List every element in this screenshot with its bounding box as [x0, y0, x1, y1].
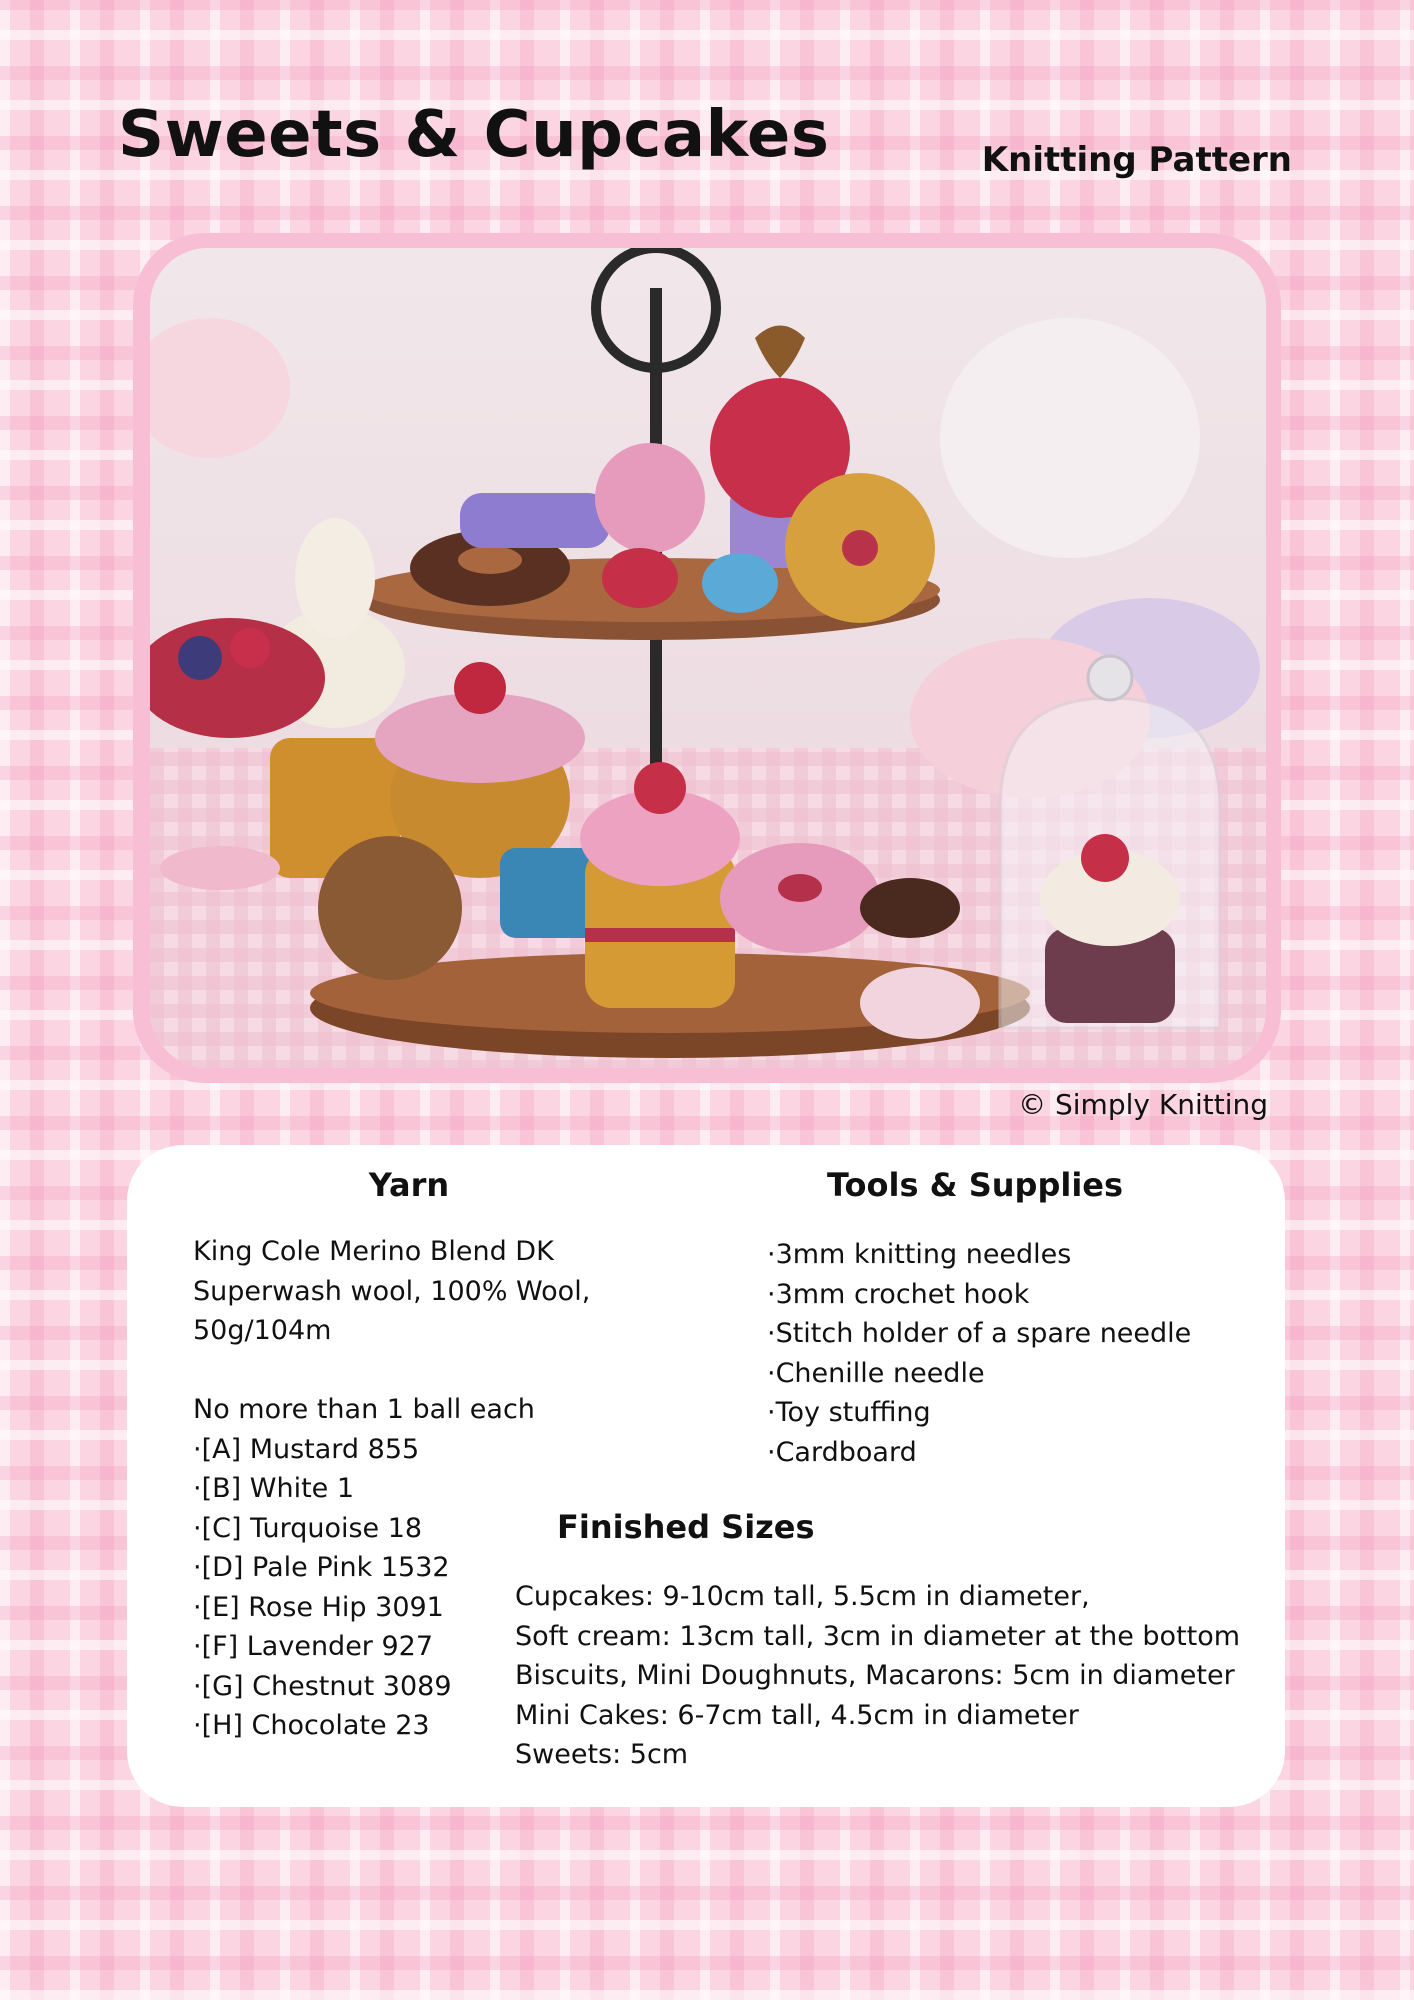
sizes-item: Mini Cakes: 6-7cm tall, 4.5cm in diameter: [515, 1699, 1079, 1731]
tools-list: [767, 1235, 1191, 1472]
sizes-heading: Finished Sizes: [557, 1508, 815, 1546]
cake-stand-photo: [150, 248, 1266, 1068]
tools-item: ·Chenille needle: [767, 1357, 985, 1389]
yarn-colour-item: ·[B] White 1: [193, 1473, 355, 1504]
tools-item: ·3mm crochet hook: [767, 1278, 1030, 1310]
tools-item: ·Cardboard: [767, 1436, 917, 1468]
tools-item: ·Toy stuffing: [767, 1397, 931, 1428]
yarn-description-line: 50g/104m: [193, 1315, 332, 1346]
yarn-quantity-note: No more than 1 ball each: [193, 1394, 535, 1425]
yarn-colour-item: ·[H] Chocolate 23: [193, 1710, 430, 1741]
yarn-colour-item: ·[D] Pale Pink 1532: [193, 1552, 450, 1583]
sizes-item: Cupcakes: 9-10cm tall, 5.5cm in diameter,: [515, 1581, 1090, 1612]
tools-item: ·Stitch holder of a spare needle: [767, 1318, 1192, 1349]
sizes-item: Sweets: 5cm: [515, 1739, 689, 1770]
photo-credit: © Simply Knitting: [1018, 1088, 1268, 1121]
sizes-item: Soft cream: 13cm tall, 3cm in diameter at the bottom: [515, 1620, 1241, 1652]
spacer: [193, 1351, 590, 1391]
yarn-colour-item: ·[E] Rose Hip 3091: [193, 1591, 444, 1623]
yarn-heading: Yarn: [368, 1166, 450, 1204]
page-subtitle: Knitting Pattern: [981, 140, 1292, 180]
tools-heading: Tools & Supplies: [826, 1166, 1124, 1204]
yarn-colour-item: ·[A] Mustard 855: [193, 1433, 420, 1465]
yarn-description-line: Superwash wool, 100% Wool,: [193, 1275, 591, 1307]
yarn-colour-item: ·[G] Chestnut 3089: [193, 1670, 452, 1702]
sizes-section: [515, 1577, 1240, 1775]
yarn-colour-item: ·[F] Lavender 927: [193, 1631, 434, 1662]
page-title: Sweets & Cupcakes: [118, 98, 830, 172]
yarn-description-line: King Cole Merino Blend DK: [193, 1236, 554, 1267]
sizes-item: Biscuits, Mini Doughnuts, Macarons: 5cm in diameter: [515, 1660, 1235, 1691]
yarn-colour-item: ·[C] Turquoise 18: [193, 1512, 423, 1544]
tools-item: ·3mm knitting needles: [767, 1239, 1072, 1270]
